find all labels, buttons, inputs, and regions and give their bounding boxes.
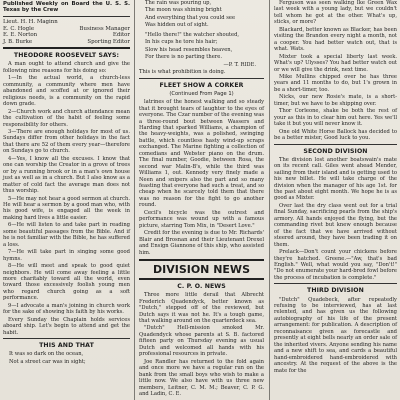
paragraph: latrines of the honest walking and so steady that it brought tears of laughter to the eyes of everyone. The Czar number of the evening was a three-round bout between Wassers and Harding that sparked Williams, a champion of the heavy-weights, was a polished, swinging battle, which countless hasty wind-up scraps exchanged. The Marine fighting a collection of comedians and Webster piano on the drum. The final number, Goodie, between Rosa, the second war Malin-B's, while the third was Williams 1, out. Kennedy very finely made a Neen and snipers also the part and so many feasting that everyone had such a treat, and so cheap when he scarcely told them that there was no reason for the fight to go another round. — [139, 99, 264, 209]
article-headline: FLEET SHOW A CORKER — [159, 81, 244, 89]
paragraph: Joe Randler has returned to the fold again and once more we have a regular run on the bank from the small boys who wish to make a little now. We also have with us three new members, Leitner, C. M. M.; Beaver, C. P. G. and Ladin, C. E. — [139, 358, 264, 398]
section-banner — [139, 259, 264, 280]
staff-box — [3, 19, 130, 45]
section-title: DIVISION NEWS — [152, 263, 250, 277]
column-divider — [134, 0, 135, 400]
poem-line: The rain was pouring up, — [145, 0, 212, 6]
paragraph: Thor Corleone, shake be both the rest of your as this in to clear him out here. Yes we'll take it but you will never know it. — [274, 108, 397, 128]
paragraph: "Dutch" Quadebeck, after repeatedly refusing to be interviewed, has at last relented, and has given us the following autobiography of his life of the present arrangement: for publication. A description of reconnaisance given as forecastle and presently at eight bells nearly an order sale of the inherited vivers. Anyone sending his name and a new shift to sea, and cards a beautiful hand-embroidered hand-embroidered with ancestry. At the request of the above is the mate for the — [274, 296, 397, 374]
poem-line: Not a street car was in sight; — [9, 358, 86, 365]
article-headline: C. P. O. NEWS — [177, 283, 226, 291]
paragraph: A man ought to attend church and give the following nine reasons for his doing so: — [3, 61, 130, 74]
paragraph: 4—Yes, I know all the excuses. I know that one can worship the Creator in a grove of trees or by a running brook or in a man's own house just as well as in a church. But I also know as a matter of cold fact the average man does not thus worship. — [3, 155, 130, 195]
paragraph: Three more little derail that Albrecht Frederich Quadendyck, better known as "Dutch," stepped off of the reviewed, but Dutch says it was not he. It's a tough game, that walking around on the quarterdeck sea. — [139, 292, 264, 325]
paragraph: Prelack—Don't count your chickens before they're hatched. Greene.—"Aw, that's bad English." Well, what would you say, "Don't!" "Do not enumerate your hard-bred fowl before the process of incubation is complete." — [274, 249, 397, 281]
paragraph: Credit for the evening is due to Mr. Richards' Blair and Brosnan and their Lieutenant Drexel and Ensign Giannone of this ship, who assisted him. — [139, 230, 264, 256]
staff-row: J. B. Burke Sporting Editor — [3, 38, 130, 45]
paragraph: Mixter took a special liberty last week. What's up? Ulysses? You had better watch out or we will give the drink, next time. — [274, 53, 397, 73]
paragraph: The division lost another boatswain's mate on its recent call. Giles went ahead Mender, sailing from their island and is getting used to his new billet. He will take charge of the division when the manager of his age 1st. for the past about eight month. We hope he is as good as Mixter. — [274, 156, 397, 202]
paragraph: Over last the dry class went out for a trial final Sunday, sacrificing pearls from the ship's armory. All hands enjoyed the flying, but the commanding rivet but knew enough because of the fact that we have arrived without steered around, they have been trading it on them. — [274, 202, 397, 248]
divider — [139, 78, 264, 79]
article-headline: THIS AND THAT — [39, 342, 94, 350]
paragraph: 1—In the actual world, a church-less community, a community where men have abandoned and scoffed at or ignored their religious needs, is a community on the rapid down grade. — [3, 75, 130, 108]
paragraph: 8—He will meet and speak to good quiet neighbors. He will come away feeling a little more charitably toward all the world, even toward those excessively foolish young men who regard church going as a soft performance. — [3, 263, 130, 302]
paragraph: 6—He will listen to and take part in reading some beautiful passages from the Bible. And if he is not familiar with the Bible, he has suffered a loss. — [3, 222, 130, 248]
divider — [3, 16, 130, 17]
divider — [274, 144, 397, 145]
divider — [3, 47, 130, 49]
paragraph: 2—Church work and church attendance mean the cultivation of the habit of feeling some responsibility for others. — [3, 108, 130, 128]
paragraph: 9—I advocate a man's joining in church work for the sake of showing his faith by his works. — [3, 302, 130, 316]
column-divider — [269, 0, 270, 400]
staff-row: E. C. Hogle Business Manager — [3, 25, 130, 32]
article-headline: SECOND DIVISION — [303, 147, 368, 155]
poem-line: It was so dark on the ocean, — [9, 351, 84, 358]
staff-row: E. E. Norton Editor — [3, 32, 130, 39]
paragraph: One old White Horse Ballock has decided to be a better mister, Good luck to you. — [274, 128, 397, 142]
paragraph: 3—There are enough holidays for most of us. Sundays differ from other holidays in the fact that there are 52 of them every year—therefore on Sundays go to church. — [3, 129, 130, 155]
column-2 — [136, 0, 267, 400]
paragraph: Mike Mullins chipped over he has three years and 11 months to do, but 1's grown in be a short-timer, too. — [274, 73, 397, 93]
poem-line: Slow his head resembles heaven, — [145, 46, 233, 53]
paragraph: "Dutch" Hell-mission smoked Mr. Quadendyck whose parents at S. B. factored fifteen party on Thursday evening as usual Dutch and welcomed all hands with his professional resources in private. — [139, 325, 264, 358]
poem-line: And everything that you could see — [145, 14, 236, 21]
paragraph: 5—He may not hear a good sermon at church. He will hear a sermon by a good man who, with his good wife, is engaged all the week in making hard lives a little easier. — [3, 195, 130, 221]
paragraph: Nicks, our new Rosie's mate, is a short-timer, but we have to be shipping over. — [274, 94, 397, 107]
poem-line: Was hidden out of sight. — [145, 22, 209, 29]
article-headline: THIRD DIVISION — [307, 287, 364, 295]
paragraph: Cecil's bicycle was the outrest and performance was wound up with a famous picture, starring Tom Mix, in "Desert Love." — [139, 209, 264, 229]
article-headline: THEODORE ROOSEVELT SAYS: — [13, 52, 120, 60]
masthead-line: Published Weekly on Board the U. S. S. Texas by the Crew — [3, 1, 130, 14]
poem-signature: —P. T. RIDE. — [223, 61, 256, 68]
paragraph: Ferguson was seen walking Ike Green Wax last week with a young lady, but we couldn't tell whom he got at the other. What's up, sticks, or more? — [274, 0, 397, 26]
divider — [3, 338, 130, 339]
column-3 — [271, 0, 400, 400]
paragraph: Every Sunday the Chaplain holds services aboard ship. Let's begin to attend and get the habit. — [3, 316, 130, 336]
staff-row: Lieut. H. H. Maginn — [3, 18, 58, 25]
paragraph: Blackard, better known as Blacker, has been visiting the Brandon every night a month, not a cooper. You had better watch out, that is what. Wats. — [274, 26, 397, 53]
column-1 — [0, 0, 133, 400]
poem-note: This is what prohibition is doing. — [139, 69, 226, 76]
poem-line: For there is no parting there. — [145, 54, 222, 61]
paragraph: 7—He will take part in singing some good hymns. — [3, 249, 130, 262]
poem-line: The moon was shining bright — [145, 7, 222, 14]
poem-line: "Hello there!" the watcher shouted, — [145, 31, 240, 38]
poem-line: In his cups he tore his hair; — [145, 39, 218, 46]
article-subhead: (Continued From Page 1) — [169, 90, 234, 97]
divider — [274, 283, 397, 284]
